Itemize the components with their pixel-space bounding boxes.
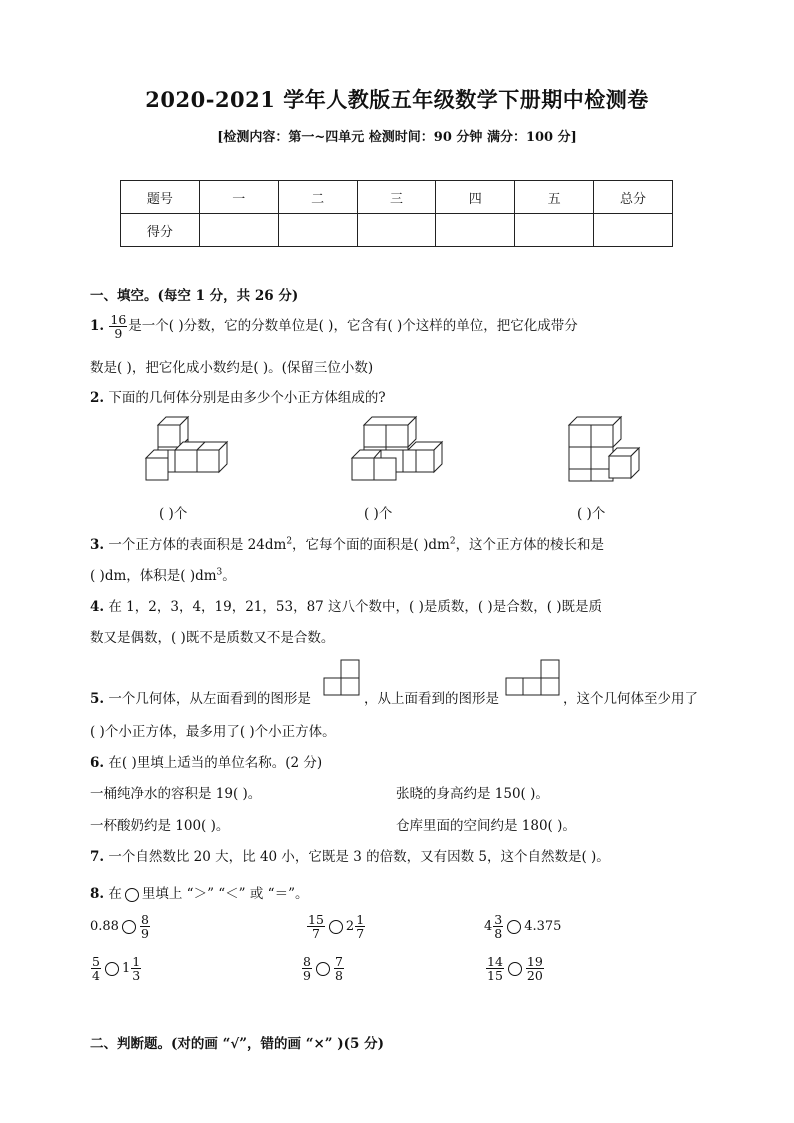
score-table-cell: 三 <box>357 181 436 214</box>
fraction-numerator: 7 <box>334 954 343 969</box>
fraction <box>109 313 127 340</box>
question-text: ，这个正方体的棱长和是 <box>455 537 605 553</box>
compare-circle[interactable] <box>122 920 136 934</box>
question-text: ，从上面看到的图形是 <box>364 691 499 707</box>
question-text: 是一个( )分数，它的分数单位是( )，它含有( )个这样的单位，把它化成带分 <box>128 318 578 335</box>
answer-blank[interactable]: ( )个 <box>577 506 606 522</box>
question-4-line-2: 数又是偶数，( )既不是质数又不是合数。 <box>90 630 335 646</box>
fraction-numerator: 8 <box>303 954 311 969</box>
question-number: 3. <box>90 537 105 553</box>
number: 2 <box>345 919 355 935</box>
question-number: 1. <box>90 318 105 335</box>
question-3-line-1 <box>90 533 604 553</box>
fraction-numerator: 3 <box>494 912 503 927</box>
section-1-heading: 一、填空。(每空 1 分，共 26 分) <box>90 288 299 304</box>
fraction <box>526 955 544 982</box>
question-text: 在( )里填上适当的单位名称。(2 分) <box>108 755 323 771</box>
question-2-line <box>90 386 386 406</box>
fraction-numerator: 14 <box>487 954 503 969</box>
compare-item-f <box>485 955 545 982</box>
fraction <box>334 955 344 982</box>
score-table-cell: 总分 <box>594 181 673 214</box>
fraction-denominator: 15 <box>487 968 503 984</box>
question-text: 一个几何体，从左面看到的图形是 <box>108 691 311 707</box>
question-text: ( )dm，体积是( )dm <box>90 568 217 584</box>
unit-item: 张晓的身高约是 150( )。 <box>396 786 549 802</box>
compare-item-c <box>484 913 561 940</box>
unit-item: 一桶纯净水的容积是 19( )。 <box>90 786 262 802</box>
score-input-cell[interactable] <box>199 214 278 247</box>
page-title: 2020-2021 学年人教版五年级数学下册期中检测卷 <box>145 87 649 112</box>
question-text: 里填上 “＞” “＜” 或 “＝”。 <box>141 886 309 902</box>
superscript: 2 <box>286 536 293 547</box>
fraction <box>131 955 141 982</box>
question-number: 7. <box>90 849 105 865</box>
fraction <box>91 955 101 982</box>
unit-item: 仓库里面的空间约是 180( )。 <box>396 818 576 834</box>
question-number: 6. <box>90 755 105 771</box>
fraction-numerator: 16 <box>110 312 127 327</box>
compare-circle[interactable] <box>316 962 330 976</box>
score-input-cell[interactable] <box>278 214 357 247</box>
question-number: 2. <box>90 390 105 406</box>
score-input-cell[interactable] <box>594 214 673 247</box>
number: 1 <box>121 961 131 977</box>
fraction-denominator: 8 <box>494 926 503 942</box>
question-text: 在 1，2，3，4，19，21，53，87 这八个数中，( )是质数，( )是合数，( )既是质 <box>108 599 603 615</box>
top-view-shape <box>505 659 561 697</box>
score-row-label: 得分 <box>121 214 200 247</box>
exam-info: [检测内容：第一~四单元 检测时间：90 分钟 满分：100 分] <box>217 130 577 145</box>
question-number: 8. <box>90 886 105 902</box>
circle-icon <box>125 888 139 902</box>
score-table-score-row <box>121 214 673 247</box>
score-input-cell[interactable] <box>357 214 436 247</box>
score-table-header-row <box>121 181 673 214</box>
question-text: 在 <box>108 886 122 902</box>
cube-figure-2 <box>350 413 450 491</box>
answer-blank[interactable]: ( )个 <box>159 506 188 522</box>
fraction-denominator: 9 <box>303 968 311 984</box>
compare-circle[interactable] <box>329 920 343 934</box>
fraction-denominator: 8 <box>334 968 343 984</box>
fraction <box>493 913 503 940</box>
fraction-denominator: 7 <box>356 926 365 942</box>
question-1-line-1 <box>90 313 578 340</box>
compare-item-e <box>301 955 345 982</box>
fraction-numerator: 1 <box>132 954 141 969</box>
question-7-line <box>90 845 610 865</box>
fraction-numerator: 1 <box>356 912 365 927</box>
fraction-denominator: 9 <box>114 326 123 342</box>
superscript: 3 <box>216 567 223 578</box>
compare-circle[interactable] <box>508 962 522 976</box>
unit-item: 一杯酸奶约是 100( )。 <box>90 818 230 834</box>
section-2-heading: 二、判断题。(对的画 “√”，错的画 “×” )(5 分) <box>90 1036 384 1052</box>
question-5-line-2: ( )个小正方体，最多用了( )个小正方体。 <box>90 724 336 740</box>
score-input-cell[interactable] <box>436 214 515 247</box>
question-number: 5. <box>90 691 105 707</box>
score-table-cell: 五 <box>515 181 594 214</box>
fraction <box>140 913 150 940</box>
number: 4.375 <box>524 919 562 935</box>
fraction-denominator: 20 <box>526 968 543 984</box>
fraction-numerator: 19 <box>526 954 543 969</box>
compare-circle[interactable] <box>105 962 119 976</box>
number: 0.88 <box>90 919 119 935</box>
question-8-line <box>90 882 308 902</box>
compare-item-d <box>90 955 142 982</box>
compare-item-b <box>306 913 366 940</box>
fraction-numerator: 5 <box>92 954 100 969</box>
compare-circle[interactable] <box>507 920 521 934</box>
answer-blank[interactable]: ( )个 <box>364 506 393 522</box>
score-table-cell: 题号 <box>121 181 200 214</box>
question-5-line-1 <box>90 687 311 707</box>
score-table-cell: 一 <box>199 181 278 214</box>
fraction-numerator: 8 <box>140 912 149 927</box>
compare-item-a <box>90 913 151 940</box>
question-text: 一个正方体的表面积是 24dm <box>108 537 287 553</box>
question-text: 一个自然数比 20 大，比 40 小，它既是 3 的倍数，又有因数 5，这个自然数是( )。 <box>108 849 610 865</box>
question-number: 4. <box>90 599 105 615</box>
fraction <box>302 955 312 982</box>
fraction-denominator: 4 <box>92 968 100 984</box>
question-text: ，这个几何体至少用了 <box>563 691 698 707</box>
cube-figure-1 <box>144 413 234 491</box>
fraction-denominator: 7 <box>311 926 320 942</box>
fraction <box>355 913 365 940</box>
fraction <box>307 913 325 940</box>
fraction-denominator: 3 <box>132 968 141 984</box>
question-text: ，它每个面的面积是( )dm <box>292 537 450 553</box>
score-table-cell: 四 <box>436 181 515 214</box>
question-text: 。 <box>222 568 236 584</box>
left-view-shape <box>323 659 361 697</box>
fraction <box>486 955 504 982</box>
fraction-numerator: 15 <box>308 912 324 927</box>
cube-figure-3 <box>563 413 653 491</box>
superscript: 2 <box>449 536 456 547</box>
question-text: 下面的几何体分别是由多少个小正方体组成的? <box>108 390 386 406</box>
fraction-denominator: 9 <box>140 926 149 942</box>
score-table-cell: 二 <box>278 181 357 214</box>
question-4-line-1 <box>90 595 602 615</box>
question-1-line-2: 数是( )，把它化成小数约是( )。(保留三位小数) <box>90 360 374 376</box>
number: 4 <box>484 919 493 935</box>
score-input-cell[interactable] <box>515 214 594 247</box>
question-6-heading <box>90 751 322 771</box>
question-3-line-2 <box>90 564 236 584</box>
score-table <box>120 180 673 247</box>
